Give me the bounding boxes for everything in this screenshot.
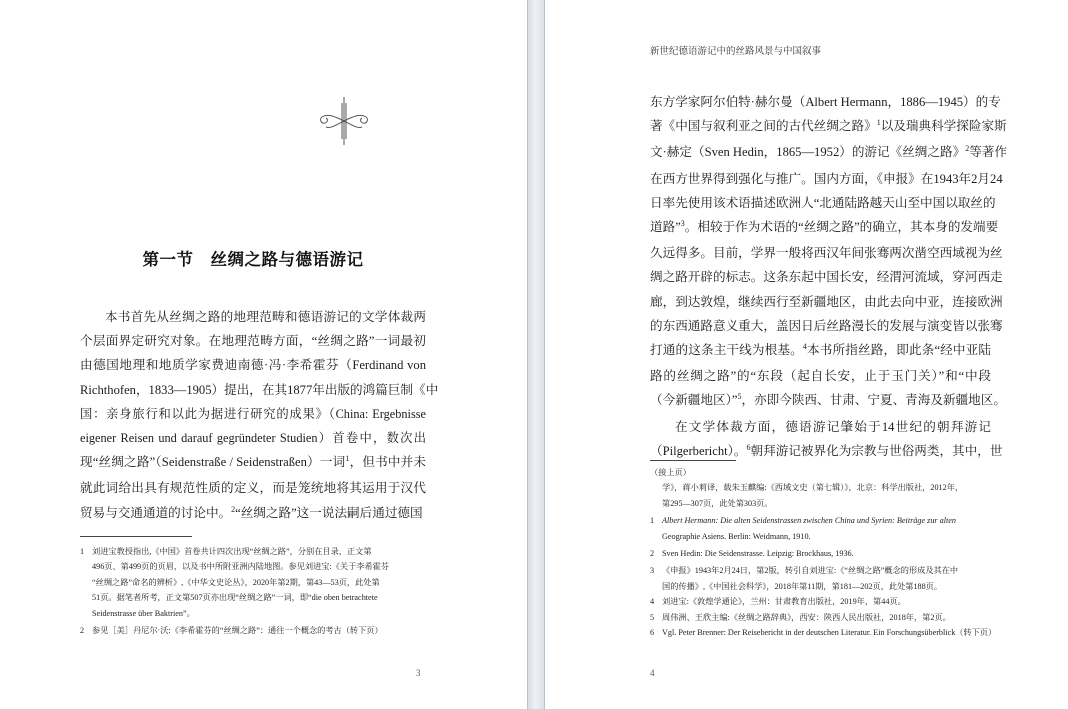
body-line: 打通的这条主干线为根基。$^4$本书所指丝路，即此条“经中亚陆 bbox=[650, 342, 991, 358]
left-page bbox=[0, 0, 527, 709]
body-line: 贸易与交通通道的讨论中。$^2$“丝绸之路”这一说法嗣后通过德国 bbox=[80, 504, 423, 520]
footnote: 2 参见［美］丹尼尔·沃:《李希霍芬的“丝绸之路”：通往一个概念的考古（转下页） bbox=[80, 626, 383, 636]
running-header: 新世纪德语游记中的丝路风景与中国叙事 bbox=[650, 46, 822, 57]
footnote-ref[interactable]: 1 bbox=[345, 454, 350, 464]
right-footnotes bbox=[650, 465, 995, 640]
footnote: 4 刘进宝:《敦煌学通论》，兰州：甘肃教育出版社，2019年，第44页。 bbox=[650, 597, 906, 607]
body-line: 现“丝绸之路”（Seidenstraße / Seidenstraßen）一词$^1$，但书中并未 bbox=[80, 454, 426, 470]
left-footnotes bbox=[80, 544, 426, 638]
body-line: 就此词给出具有规范性质的定义，而是笼统地将其运用于汉代 bbox=[80, 481, 426, 496]
footnote: 3 《申报》1943年2月24日，第2版，转引自刘进宝:《“丝绸之路”概念的形成及其在中 国的传播》,《中国社会科学》，2018年第11期，第181—202页，此处第188页。 bbox=[650, 566, 959, 591]
body-line: 绸之路开辟的标志。这条东起中国长安，经渭河流域，穿河西走 bbox=[650, 270, 1003, 285]
footnote-ref[interactable]: 3 bbox=[680, 219, 685, 229]
body-line: 个层面界定研究对象。在地理范畴方面，“丝绸之路”一词最初 bbox=[80, 334, 426, 349]
body-line: 东方学家阿尔伯特·赫尔曼（Albert Hermann，1886—1945）的专 bbox=[650, 95, 1001, 109]
left-body-text bbox=[80, 305, 439, 527]
body-line: 久远得多。目前，学界一般将西汉年间张骞两次凿空西域视为丝 bbox=[650, 246, 1003, 261]
body-line: 由德国地理和地质学家费迪南德·冯·李希霍芬（Ferdinand von bbox=[80, 358, 426, 373]
body-line: Richthofen，1833—1905）提出，在其1877年出版的鸿篇巨制《中 bbox=[80, 382, 439, 397]
footnote-separator bbox=[80, 536, 192, 537]
body-line: （Pilgerbericht）。$^6$朝拜游记被界化为宗教与世俗两类，其中，世 bbox=[650, 442, 1003, 458]
page-number: 4 bbox=[650, 668, 655, 678]
body-line: 路的丝绸之路”的“东段（起自长安，止于玉门关）”和“中段 bbox=[650, 369, 991, 384]
body-line: 本书首先从丝绸之路的地理范畴和德语游记的文学体裁两 bbox=[105, 310, 426, 324]
footnote: 1 刘进宝教授指出,《中国》首卷共计四次出现“丝绸之路”，分别在目录、正文第 496页、第499页的页眉，以及书中所附亚洲内陆地图。参见刘进宝:《关于李希霍芬 “丝绸之路”命名的辨析》,《中华文史论丛》，2020年第2期，第43—53页，此处第 51页。据笔者所考，正文第507页亦出现“丝绸之路”一词，即“die oben betrachtete Seidenstrasse über Baktrien”。 bbox=[80, 547, 390, 618]
body-line: 在文学体裁方面，德语游记肇始于14世纪的朝拜游记 bbox=[675, 419, 991, 434]
body-line: 文·赫定（Sven Hedin，1865—1952）的游记《丝绸之路》$^2$等著作 bbox=[650, 144, 1007, 160]
page-gutter bbox=[527, 0, 545, 709]
footnote: 6 Vgl. Peter Brenner: Der Reisebericht in der deutschen Literatur. Ein Forschungsüberblick（转下页） bbox=[650, 628, 997, 638]
page-number: 3 bbox=[416, 668, 421, 678]
footnote: 5 周伟洲、王欣主编:《丝绸之路辞典》，西安：陕西人民出版社，2018年，第2页。 bbox=[650, 612, 951, 622]
page-edge-line bbox=[527, 0, 528, 709]
footnote-ref[interactable]: 2 bbox=[965, 144, 970, 154]
body-line: （今新疆地区）”$^5$，亦即今陕西、甘肃、宁夏、青海及新疆地区。 bbox=[650, 392, 1006, 408]
body-line: 国：亲身旅行和以此为据进行研究的成果》（China: Ergebnisse bbox=[80, 406, 426, 421]
body-line: 的东西通路意义重大，盖因日后丝路漫长的发展与演变皆以张骞 bbox=[650, 318, 1003, 333]
footnote-ref[interactable]: 1 bbox=[876, 118, 881, 128]
footnote-ref[interactable]: 5 bbox=[737, 392, 742, 402]
body-line: 廊，到达敦煌，继续西行至新疆地区，由此去向中亚，连接欧洲 bbox=[650, 294, 1003, 309]
footnote-ref[interactable]: 6 bbox=[746, 442, 751, 452]
footnote: 1 Albert Hermann: Die alten Seidenstrassen zwischen China und Syrien: Beiträge zur alten Geographie Asiens. Berlin: Weidmann, 1910. bbox=[650, 516, 957, 541]
body-line: eigener Reisen und darauf gegründeter Studien）首卷中，数次出 bbox=[80, 431, 426, 446]
body-line: 在西方世界得到强化与推广。国内方面，《申报》在1943年2月24 bbox=[650, 171, 1003, 186]
footnote: 2 Sven Hedin: Die Seidenstrasse. Leipzig: Brockhaus, 1936. bbox=[650, 549, 854, 559]
decorative-ornament-icon bbox=[318, 95, 370, 147]
footnote-continuation: （接上页） 学》，蒋小莉译，载朱玉麒编:《西域文史（第七辑）》，北京：科学出版社，2012年， 第295—307页，此处第303页。 bbox=[650, 468, 964, 508]
body-line: 著《中国与叙利亚之间的古代丝绸之路》$^1$以及瑞典科学探险家斯 bbox=[650, 118, 1007, 134]
body-line: 日率先使用该术语描述欧洲人“北通陆路越天山至中国以取丝的 bbox=[650, 195, 996, 210]
body-line: 道路”$^3$。相较于作为术语的“丝绸之路”的确立，其本身的发端要 bbox=[650, 219, 999, 235]
footnote-ref[interactable]: 2 bbox=[231, 504, 236, 514]
footnote-separator bbox=[650, 460, 736, 461]
footnote-ref[interactable]: 4 bbox=[802, 342, 807, 352]
section-heading: 第一节 丝绸之路与德语游记 bbox=[142, 250, 364, 269]
right-body-text bbox=[650, 90, 1007, 465]
